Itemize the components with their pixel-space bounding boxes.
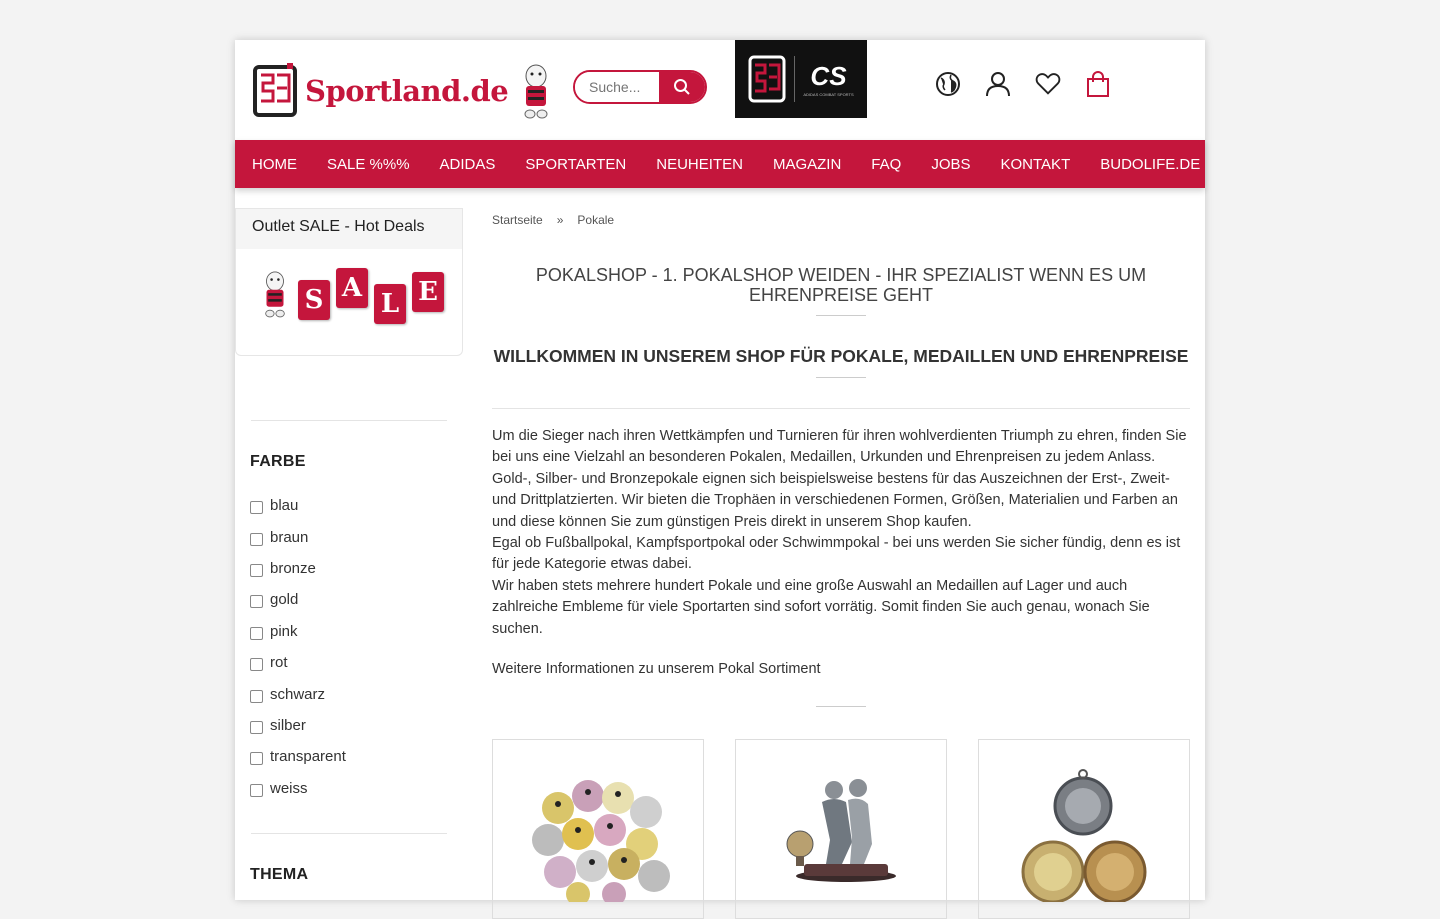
account-button[interactable] [985,70,1011,98]
mascot-icon [516,62,556,120]
color-filter-option[interactable] [250,553,346,584]
color-label: silber [270,716,306,734]
sidebar-divider [251,833,447,834]
sale-letter: S [298,280,330,320]
color-filter-list [250,490,346,804]
color-label: bronze [270,559,316,577]
breadcrumb-home[interactable]: Startseite [492,213,543,227]
color-filter-option[interactable] [250,773,346,804]
intro-paragraph: Egal ob Fußballpokal, Kampfsportpokal oder Schwimmpokal - bei uns werden Sie sicher fündig, denn es ist für jede Kategorie etwas dabei. [492,535,1181,573]
checkbox[interactable] [250,721,263,734]
shopping-bag-icon [1085,70,1111,98]
color-filter-option[interactable] [250,741,346,772]
sportland-logo-icon [253,63,297,119]
page-container [235,40,1205,900]
checkbox[interactable] [250,501,263,514]
color-filter-option[interactable] [250,678,346,709]
sale-letter: A [336,268,368,308]
color-label: rot [270,654,288,672]
checkbox[interactable] [250,690,263,703]
nav-jobs[interactable]: JOBS [931,155,971,173]
filter-thema-title: THEMA [250,866,309,883]
checkbox[interactable] [250,627,263,640]
title-underline [816,315,866,316]
nav-home[interactable]: HOME [252,155,297,173]
color-label: schwarz [270,685,326,703]
sbj-logo-icon [748,55,786,103]
main-navigation [235,140,1205,188]
user-icon [985,71,1011,97]
nav-adidas[interactable]: ADIDAS [439,155,496,173]
main-content [492,208,1190,707]
checkbox[interactable] [250,784,263,797]
content-divider [492,408,1190,409]
intro-paragraph: Wir haben stets mehrere hundert Pokale und eine große Auswahl an Medaillen auf Lager und auch zahlreiche Embleme für viele Sportarten sind sofort vorrätig. Somit finden Sie auch genau, wonach Sie suchen. [492,577,1150,637]
wishlist-button[interactable] [1035,70,1061,98]
header [235,40,1205,140]
emblems-product-image [518,768,678,902]
checkbox[interactable] [250,658,263,671]
intro-paragraph: Um die Sieger nach ihren Wettkämpfen und Turnieren für ihren wohlverdienten Triumph zu ehren, finden Sie bei uns eine Vielzahl an besonderen Pokalen, Medaillen, Urkunden und Ehrenpreisen zu jedem Anlass. Gold-, Silber- und Bronzepokale eignen sich beispielsweise bestens für das Auszeichnen der Erst-, Zweit- und Drittplatzierten. Wir bieten die Trophäen in verschiedenen Formen, Größen, Materialien und Farben an und diese können Sie zum günstigen Preis direkt in unserem Shop kaufen. [492,428,1187,530]
subtitle-underline [816,377,866,378]
color-filter-option[interactable] [250,584,346,615]
search-icon [673,78,691,96]
search-input[interactable] [575,72,659,102]
cs-logo-text: CS [810,61,847,91]
breadcrumb-separator: » [556,213,564,227]
medals-product-image [1019,768,1149,902]
nav-sportarten[interactable]: SPORTARTEN [525,155,627,173]
outlet-sale-title: Outlet SALE - Hot Deals [236,209,462,249]
color-label: transparent [270,748,346,766]
logo-text: Sportland.de [305,74,509,108]
trophy-figure-product-image [776,768,906,888]
sale-banner[interactable] [236,249,462,321]
intro-text [492,426,1190,640]
globe-icon [935,71,961,97]
category-grid [492,739,1190,919]
category-card[interactable] [492,739,704,919]
color-label: braun [270,528,309,546]
heart-icon [1035,71,1061,97]
checkbox[interactable] [250,595,263,608]
more-info-text: Weitere Informationen zu unserem Pokal Sortiment [492,661,821,678]
outlet-sale-box[interactable] [235,208,463,356]
color-label: pink [270,622,298,640]
sale-letter: L [374,284,406,324]
nav-magazin[interactable]: MAGAZIN [772,155,842,173]
category-card[interactable] [978,739,1190,919]
checkbox[interactable] [250,533,263,546]
sidebar-divider [251,420,447,421]
category-card[interactable] [735,739,947,919]
nav-kontakt[interactable]: KONTAKT [1000,155,1071,173]
nav-sale[interactable]: SALE %%% [327,155,410,173]
site-logo[interactable] [253,62,556,120]
search-box [573,70,707,104]
language-button[interactable] [935,70,961,98]
color-label: blau [270,497,299,515]
cs-logo-subtext: ADIDAS COMBAT SPORTS [803,92,854,97]
color-filter-option[interactable] [250,647,346,678]
checkbox[interactable] [250,564,263,577]
breadcrumb [492,213,1190,227]
header-icons [935,70,1111,98]
color-filter-option[interactable] [250,710,346,741]
nav-faq[interactable]: FAQ [871,155,902,173]
color-filter-option[interactable] [250,521,346,552]
sale-letter: E [412,272,444,312]
color-label: weiss [270,779,308,797]
page-subtitle: WILLKOMMEN IN UNSEREM SHOP FÜR POKALE, MEDAILLEN UND EHRENPREISE [493,346,1189,366]
adidas-combat-sports-banner[interactable] [735,40,867,118]
color-filter-option[interactable] [250,490,346,521]
mascot-icon [258,267,292,321]
color-filter-option[interactable] [250,616,346,647]
cart-button[interactable] [1085,70,1111,98]
search-button[interactable] [659,72,705,102]
color-label: gold [270,591,299,609]
page-title: POKALSHOP - 1. POKALSHOP WEIDEN - IHR SPEZIALIST WENN ES UM EHRENPREISE GEHT [535,265,1147,305]
section-underline [816,706,866,707]
nav-budolife[interactable]: BUDOLIFE.DE [1100,155,1201,173]
sidebar [235,208,463,883]
checkbox[interactable] [250,752,263,765]
nav-neuheiten[interactable]: NEUHEITEN [656,155,743,173]
breadcrumb-current[interactable]: Pokale [577,213,615,227]
filter-farbe-title: FARBE [250,453,306,470]
